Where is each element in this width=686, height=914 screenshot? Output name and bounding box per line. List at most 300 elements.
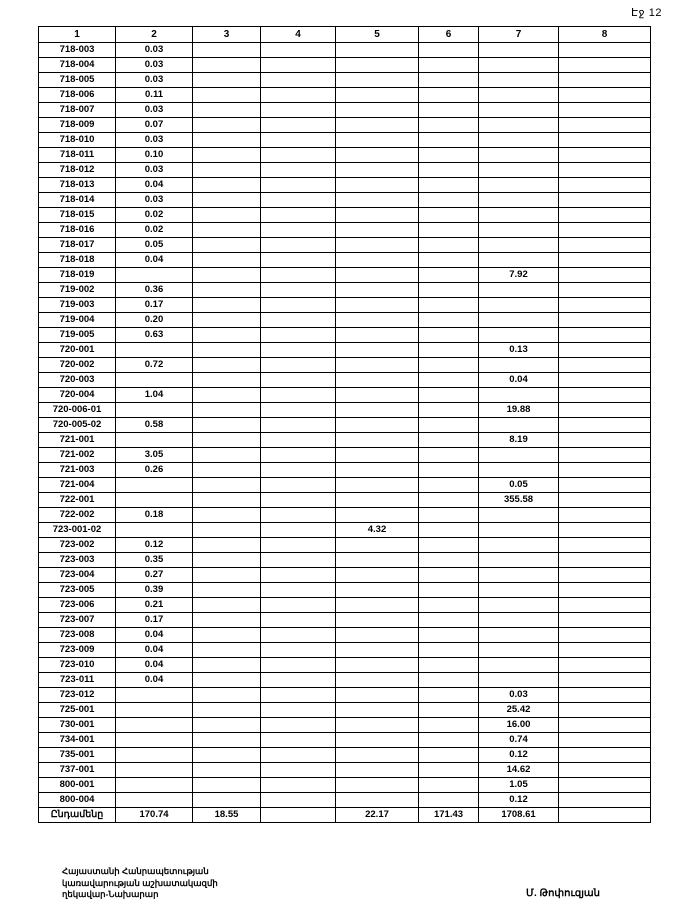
row-value-cell: [261, 658, 336, 673]
row-value-cell: [479, 583, 559, 598]
table-row: [39, 163, 651, 178]
row-value-cell: [336, 178, 419, 193]
table-row: [39, 568, 651, 583]
row-value-cell: [419, 103, 479, 118]
signature-name: Մ. Թոփուզյան: [526, 888, 600, 899]
row-value-cell: 0.36: [116, 283, 193, 298]
row-value-cell: [419, 688, 479, 703]
row-code-cell: 800-001: [39, 778, 116, 793]
row-value-cell: [193, 163, 261, 178]
table-body: [39, 27, 651, 823]
row-value-cell: [336, 598, 419, 613]
row-value-cell: [261, 343, 336, 358]
row-value-cell: [193, 238, 261, 253]
row-value-cell: [261, 208, 336, 223]
row-value-cell: [479, 178, 559, 193]
row-value-cell: [559, 523, 651, 538]
row-value-cell: [419, 463, 479, 478]
row-value-cell: [336, 703, 419, 718]
row-value-cell: [116, 433, 193, 448]
row-value-cell: [419, 718, 479, 733]
row-code-cell: 718-006: [39, 88, 116, 103]
row-value-cell: [559, 478, 651, 493]
row-value-cell: [559, 463, 651, 478]
row-value-cell: [261, 508, 336, 523]
row-value-cell: [559, 658, 651, 673]
row-value-cell: [479, 613, 559, 628]
row-value-cell: [261, 238, 336, 253]
row-value-cell: [559, 613, 651, 628]
row-value-cell: 0.03: [479, 688, 559, 703]
row-code-cell: 730-001: [39, 718, 116, 733]
row-value-cell: [261, 628, 336, 643]
table-row: [39, 658, 651, 673]
row-value-cell: [193, 538, 261, 553]
row-value-cell: [261, 133, 336, 148]
row-value-cell: [261, 268, 336, 283]
row-value-cell: [479, 508, 559, 523]
row-value-cell: [559, 718, 651, 733]
row-value-cell: 0.02: [116, 208, 193, 223]
row-value-cell: [559, 448, 651, 463]
row-value-cell: [193, 463, 261, 478]
row-value-cell: 0.04: [116, 643, 193, 658]
row-value-cell: 0.20: [116, 313, 193, 328]
row-value-cell: 0.03: [116, 163, 193, 178]
row-code-cell: 720-004: [39, 388, 116, 403]
row-value-cell: 0.21: [116, 598, 193, 613]
row-value-cell: [479, 388, 559, 403]
table-row: [39, 583, 651, 598]
row-value-cell: [559, 568, 651, 583]
table-row: [39, 133, 651, 148]
row-value-cell: [261, 103, 336, 118]
row-value-cell: [336, 103, 419, 118]
row-value-cell: [261, 478, 336, 493]
table-row: [39, 343, 651, 358]
row-value-cell: 0.04: [116, 178, 193, 193]
row-value-cell: [419, 433, 479, 448]
row-value-cell: [116, 793, 193, 808]
row-value-cell: [116, 373, 193, 388]
row-value-cell: 1.04: [116, 388, 193, 403]
row-value-cell: [336, 163, 419, 178]
row-value-cell: [419, 553, 479, 568]
column-header-4: 4: [261, 27, 336, 43]
row-value-cell: [336, 298, 419, 313]
row-value-cell: [419, 208, 479, 223]
row-value-cell: [559, 103, 651, 118]
row-value-cell: [336, 403, 419, 418]
row-value-cell: [193, 208, 261, 223]
row-value-cell: [479, 418, 559, 433]
row-code-cell: 718-007: [39, 103, 116, 118]
row-value-cell: [559, 748, 651, 763]
row-code-cell: 723-003: [39, 553, 116, 568]
row-value-cell: [261, 88, 336, 103]
row-value-cell: [559, 763, 651, 778]
table-header-row: [39, 27, 651, 43]
table-row: [39, 763, 651, 778]
row-value-cell: [336, 463, 419, 478]
row-value-cell: 0.05: [479, 478, 559, 493]
row-value-cell: [419, 73, 479, 88]
row-value-cell: [559, 268, 651, 283]
row-value-cell: [419, 238, 479, 253]
table-row: [39, 628, 651, 643]
row-value-cell: [116, 748, 193, 763]
row-value-cell: [261, 748, 336, 763]
row-value-cell: [419, 568, 479, 583]
row-value-cell: [193, 613, 261, 628]
row-value-cell: 7.92: [479, 268, 559, 283]
row-code-cell: 723-012: [39, 688, 116, 703]
row-value-cell: [193, 298, 261, 313]
row-value-cell: [261, 703, 336, 718]
row-value-cell: [193, 718, 261, 733]
row-code-cell: 718-013: [39, 178, 116, 193]
row-value-cell: 355.58: [479, 493, 559, 508]
row-value-cell: [559, 553, 651, 568]
row-value-cell: [336, 373, 419, 388]
row-value-cell: [559, 628, 651, 643]
table-row: [39, 283, 651, 298]
row-value-cell: [479, 628, 559, 643]
row-value-cell: [116, 478, 193, 493]
row-value-cell: [479, 163, 559, 178]
row-value-cell: [261, 118, 336, 133]
total-value-cell: 170.74: [116, 808, 193, 823]
row-value-cell: [261, 418, 336, 433]
row-value-cell: [336, 268, 419, 283]
row-value-cell: [479, 133, 559, 148]
footer-line-2: կառավարության աշխատակազմի: [62, 877, 218, 888]
table-row: [39, 403, 651, 418]
table-row: [39, 538, 651, 553]
page-number: Էջ 12: [631, 7, 662, 19]
table-row: [39, 463, 651, 478]
footer-signature-block: [62, 866, 218, 901]
row-code-cell: 800-004: [39, 793, 116, 808]
table-row: [39, 58, 651, 73]
row-value-cell: [336, 148, 419, 163]
row-value-cell: [479, 88, 559, 103]
row-value-cell: [419, 583, 479, 598]
row-value-cell: [193, 778, 261, 793]
row-code-cell: 720-002: [39, 358, 116, 373]
column-header-5: 5: [336, 27, 419, 43]
row-value-cell: 0.11: [116, 88, 193, 103]
row-value-cell: [193, 193, 261, 208]
row-code-cell: 735-001: [39, 748, 116, 763]
row-value-cell: [261, 283, 336, 298]
row-value-cell: [479, 208, 559, 223]
row-value-cell: 19.88: [479, 403, 559, 418]
row-value-cell: [193, 358, 261, 373]
row-value-cell: [559, 313, 651, 328]
row-code-cell: 718-016: [39, 223, 116, 238]
row-value-cell: [193, 133, 261, 148]
table-row: [39, 298, 651, 313]
row-value-cell: [261, 583, 336, 598]
table-row: [39, 478, 651, 493]
row-code-cell: 723-006: [39, 598, 116, 613]
row-value-cell: [193, 403, 261, 418]
row-code-cell: 719-002: [39, 283, 116, 298]
row-value-cell: [261, 778, 336, 793]
row-value-cell: [559, 403, 651, 418]
row-value-cell: [193, 673, 261, 688]
row-value-cell: [261, 733, 336, 748]
row-value-cell: [419, 643, 479, 658]
row-value-cell: [116, 763, 193, 778]
row-code-cell: 723-001-02: [39, 523, 116, 538]
table-row: [39, 718, 651, 733]
row-code-cell: 722-001: [39, 493, 116, 508]
row-value-cell: [193, 508, 261, 523]
row-value-cell: [559, 643, 651, 658]
row-value-cell: [336, 328, 419, 343]
row-value-cell: 0.13: [479, 343, 559, 358]
row-value-cell: [479, 253, 559, 268]
row-value-cell: [559, 493, 651, 508]
row-value-cell: [559, 193, 651, 208]
row-value-cell: 0.17: [116, 613, 193, 628]
row-value-cell: [261, 448, 336, 463]
row-value-cell: 0.02: [116, 223, 193, 238]
row-value-cell: 0.58: [116, 418, 193, 433]
row-value-cell: [261, 643, 336, 658]
row-value-cell: [559, 133, 651, 148]
total-value-cell: 1708.61: [479, 808, 559, 823]
total-value-cell: 171.43: [419, 808, 479, 823]
row-value-cell: [116, 718, 193, 733]
row-value-cell: [193, 103, 261, 118]
row-code-cell: 723-004: [39, 568, 116, 583]
table-row: [39, 613, 651, 628]
table-row: [39, 793, 651, 808]
row-value-cell: [419, 253, 479, 268]
row-value-cell: [559, 508, 651, 523]
row-value-cell: [559, 583, 651, 598]
row-value-cell: [336, 238, 419, 253]
table-row: [39, 418, 651, 433]
row-value-cell: [559, 238, 651, 253]
row-value-cell: [336, 733, 419, 748]
table-row: [39, 388, 651, 403]
row-value-cell: [559, 163, 651, 178]
row-value-cell: [336, 658, 419, 673]
row-code-cell: 721-004: [39, 478, 116, 493]
row-value-cell: [479, 73, 559, 88]
data-table: [38, 26, 651, 823]
row-value-cell: [336, 73, 419, 88]
row-value-cell: 0.12: [479, 748, 559, 763]
row-value-cell: [559, 43, 651, 58]
row-value-cell: [559, 538, 651, 553]
row-value-cell: [261, 313, 336, 328]
row-value-cell: [419, 268, 479, 283]
row-value-cell: [336, 478, 419, 493]
row-value-cell: [479, 523, 559, 538]
row-code-cell: 722-002: [39, 508, 116, 523]
row-value-cell: [193, 448, 261, 463]
row-value-cell: [193, 793, 261, 808]
row-value-cell: [193, 253, 261, 268]
row-code-cell: 720-001: [39, 343, 116, 358]
row-value-cell: [559, 73, 651, 88]
row-value-cell: [479, 568, 559, 583]
row-value-cell: [193, 748, 261, 763]
table-row: [39, 223, 651, 238]
row-value-cell: [479, 313, 559, 328]
row-value-cell: [261, 73, 336, 88]
row-value-cell: 3.05: [116, 448, 193, 463]
table-total-row: [39, 808, 651, 823]
row-code-cell: 718-014: [39, 193, 116, 208]
column-header-1: 1: [39, 27, 116, 43]
row-value-cell: [479, 643, 559, 658]
row-value-cell: [336, 568, 419, 583]
row-value-cell: 0.03: [116, 58, 193, 73]
row-value-cell: [479, 553, 559, 568]
row-value-cell: [419, 733, 479, 748]
row-value-cell: [193, 43, 261, 58]
row-value-cell: 0.18: [116, 508, 193, 523]
row-value-cell: [116, 703, 193, 718]
row-value-cell: [559, 388, 651, 403]
row-value-cell: [419, 493, 479, 508]
row-value-cell: [193, 343, 261, 358]
row-code-cell: 737-001: [39, 763, 116, 778]
row-value-cell: [336, 358, 419, 373]
row-code-cell: 721-003: [39, 463, 116, 478]
row-code-cell: 718-004: [39, 58, 116, 73]
row-value-cell: [336, 538, 419, 553]
row-code-cell: 734-001: [39, 733, 116, 748]
row-value-cell: [193, 223, 261, 238]
column-header-6: 6: [419, 27, 479, 43]
row-value-cell: [419, 193, 479, 208]
row-value-cell: [336, 643, 419, 658]
row-value-cell: [336, 583, 419, 598]
row-value-cell: [479, 463, 559, 478]
row-value-cell: [193, 703, 261, 718]
row-value-cell: [336, 673, 419, 688]
row-value-cell: [336, 448, 419, 463]
row-value-cell: [336, 493, 419, 508]
row-value-cell: [193, 553, 261, 568]
row-value-cell: [336, 418, 419, 433]
row-value-cell: [559, 733, 651, 748]
row-value-cell: [193, 178, 261, 193]
row-value-cell: [193, 328, 261, 343]
row-value-cell: [479, 238, 559, 253]
row-value-cell: [261, 763, 336, 778]
row-value-cell: [419, 283, 479, 298]
row-value-cell: [479, 103, 559, 118]
row-value-cell: [336, 283, 419, 298]
total-label-cell: Ընդամենը: [39, 808, 116, 823]
row-value-cell: [193, 58, 261, 73]
row-value-cell: [261, 538, 336, 553]
row-value-cell: [419, 748, 479, 763]
row-value-cell: [479, 538, 559, 553]
row-value-cell: [419, 508, 479, 523]
row-value-cell: [559, 118, 651, 133]
row-code-cell: 720-006-01: [39, 403, 116, 418]
row-value-cell: [193, 628, 261, 643]
row-value-cell: [419, 403, 479, 418]
row-value-cell: 0.74: [479, 733, 559, 748]
row-value-cell: [559, 793, 651, 808]
row-value-cell: [419, 478, 479, 493]
row-value-cell: [559, 688, 651, 703]
row-value-cell: 8.19: [479, 433, 559, 448]
row-code-cell: 718-018: [39, 253, 116, 268]
row-value-cell: [336, 118, 419, 133]
row-value-cell: [261, 553, 336, 568]
row-value-cell: [419, 793, 479, 808]
row-value-cell: [419, 373, 479, 388]
table-row: [39, 73, 651, 88]
row-value-cell: [116, 493, 193, 508]
table-row: [39, 43, 651, 58]
row-value-cell: [116, 733, 193, 748]
row-value-cell: [193, 478, 261, 493]
table-row: [39, 358, 651, 373]
row-code-cell: 721-002: [39, 448, 116, 463]
footer-line-1: Հայաստանի Հանրապետության: [62, 866, 209, 876]
row-value-cell: [559, 298, 651, 313]
table-row: [39, 328, 651, 343]
row-value-cell: 0.63: [116, 328, 193, 343]
row-value-cell: [336, 778, 419, 793]
row-value-cell: [336, 748, 419, 763]
row-value-cell: [479, 598, 559, 613]
row-value-cell: [559, 223, 651, 238]
row-value-cell: [193, 568, 261, 583]
column-header-3: 3: [193, 27, 261, 43]
table-row: [39, 148, 651, 163]
table-row: [39, 508, 651, 523]
row-value-cell: [261, 163, 336, 178]
row-value-cell: [336, 388, 419, 403]
row-value-cell: [193, 658, 261, 673]
row-value-cell: 25.42: [479, 703, 559, 718]
row-value-cell: [261, 688, 336, 703]
row-value-cell: [559, 253, 651, 268]
row-code-cell: 723-002: [39, 538, 116, 553]
row-value-cell: [261, 523, 336, 538]
row-code-cell: 718-011: [39, 148, 116, 163]
row-value-cell: [479, 658, 559, 673]
row-value-cell: [261, 148, 336, 163]
row-value-cell: [419, 88, 479, 103]
row-value-cell: [193, 73, 261, 88]
row-value-cell: [559, 418, 651, 433]
row-value-cell: [419, 313, 479, 328]
row-value-cell: [193, 373, 261, 388]
total-value-cell: 18.55: [193, 808, 261, 823]
row-value-cell: [559, 208, 651, 223]
row-value-cell: 0.04: [116, 628, 193, 643]
total-value-cell: 22.17: [336, 808, 419, 823]
table-row: [39, 193, 651, 208]
row-value-cell: [559, 343, 651, 358]
row-value-cell: [419, 358, 479, 373]
row-value-cell: [261, 328, 336, 343]
